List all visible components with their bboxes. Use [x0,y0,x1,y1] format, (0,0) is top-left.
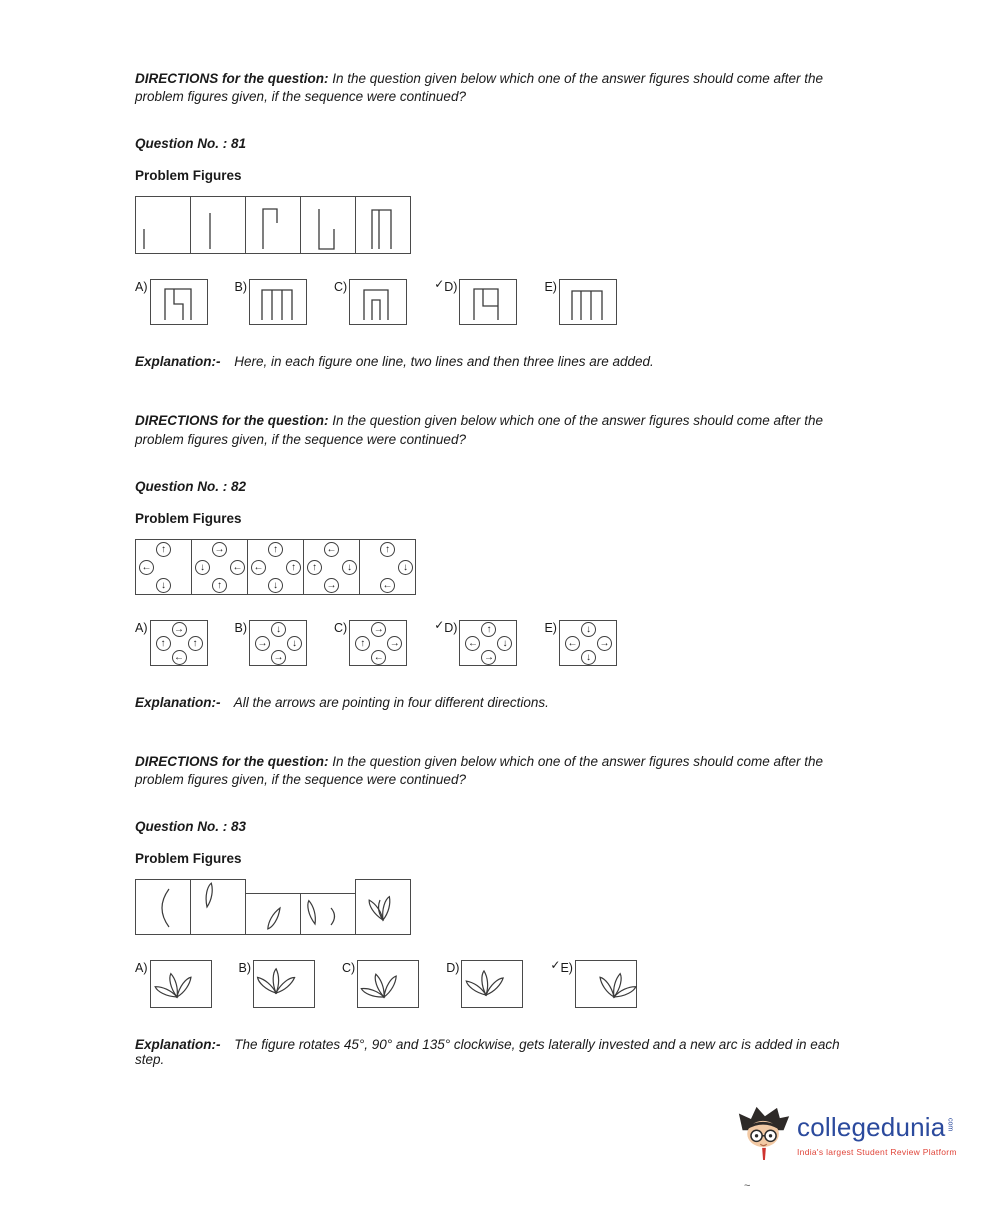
leaf-figure-icon [462,961,524,1009]
option-c [334,279,407,325]
problem-cell-5 [355,879,411,935]
option-figure-box [253,960,315,1008]
option-b [235,620,308,666]
option-figure-box [559,279,617,325]
collegedunia-logo [737,1102,967,1164]
option-label: A) [135,961,148,976]
option-figure-box [349,620,407,666]
circled-arrow-right-icon: → [271,650,286,665]
option-a [135,279,208,325]
problem-figures-label: Problem Figures [135,168,242,184]
option-figure-box [575,960,637,1008]
option-e [544,279,617,325]
circled-arrow-right-icon: → [387,636,402,651]
problem-cell-1 [135,539,192,595]
explanation-label: Explanation:- [135,354,221,370]
problem-cell-5 [355,196,411,254]
option-label: D) [444,280,458,295]
option-figure-box [150,960,212,1008]
problem-figures-strip [135,196,865,254]
circled-arrow-left-icon: ← [324,542,339,557]
directions-label: DIRECTIONS for the question: [135,753,329,769]
option-d [446,960,523,1008]
circled-arrow-left-icon: ← [172,650,187,665]
option-label: C) [342,961,356,976]
line-figure-icon [136,197,192,255]
problem-figures-strip [135,879,865,935]
option-label: E) [544,620,557,635]
option-figure-box [459,279,517,325]
line-figure-icon [460,280,518,326]
collegedunia-mascot-icon [737,1102,791,1164]
circled-arrow-right-icon: → [481,650,496,665]
option-label: D) [444,620,458,635]
option-figure-box [150,620,208,666]
option-label: B) [234,280,247,295]
line-figure-icon [301,197,357,255]
option-d-correct [434,279,517,325]
line-figure-icon [350,280,408,326]
leaf-figure-icon [301,894,357,936]
explanation-text: The figure rotates 45°, 90° and 135° clockwise, gets laterally invested and a new arc is added in each step. [135,1037,840,1068]
option-label: A) [135,620,148,635]
question-81-section [135,70,865,369]
circled-arrow-left-icon: ← [139,560,154,575]
circled-arrow-up-icon: ↑ [188,636,203,651]
problem-cell-3 [245,196,301,254]
directions-text: In the question given below which one of the answer figures should come after the problem figures given, if the sequence were continued? [135,753,824,788]
question-82-section [135,412,865,709]
directions-paragraph [135,70,865,106]
circled-arrow-right-icon: → [212,542,227,557]
circled-arrow-down-icon: ↓ [497,636,512,651]
circled-arrow-left-icon: ← [565,636,580,651]
circled-arrow-up-icon: ↑ [212,578,227,593]
brand-suffix: com [946,1118,954,1132]
circled-arrow-down-icon: ↓ [287,636,302,651]
circled-arrow-left-icon: ← [380,578,395,593]
circled-arrow-left-icon: ← [251,560,266,575]
line-figure-icon [356,197,412,255]
problem-figures-label: Problem Figures [135,851,242,867]
circled-arrow-down-icon: ↓ [342,560,357,575]
problem-figures-strip [135,539,865,595]
problem-cell-4 [303,539,360,595]
option-figure-box [349,279,407,325]
explanation-text: Here, in each figure one line, two lines and then three lines are added. [234,354,654,370]
circled-arrow-down-icon: ↓ [268,578,283,593]
option-figure-box [559,620,617,666]
circled-arrow-right-icon: → [597,636,612,651]
option-b [235,279,308,325]
directions-paragraph [135,412,865,448]
circled-arrow-right-icon: → [324,578,339,593]
problem-cell-2 [190,196,246,254]
circled-arrow-down-icon: ↓ [398,560,413,575]
option-figure-box [150,279,208,325]
option-figure-box [459,620,517,666]
directions-text: In the question given below which one of the answer figures should come after the problem figures given, if the sequence were continued? [135,413,824,447]
circled-arrow-up-icon: ↑ [481,622,496,637]
explanation-text: All the arrows are pointing in four different directions. [233,694,549,710]
line-figure-icon [191,197,247,255]
option-label: B) [234,620,247,635]
circled-arrow-up-icon: ↑ [156,542,171,557]
question-83-section [135,753,865,1067]
answer-options-row [135,279,865,325]
option-c [334,620,407,666]
answer-options-row [135,960,865,1008]
leaf-figure-icon [356,880,412,936]
option-label: C) [334,620,348,635]
problem-cell-2 [191,539,248,595]
answer-options-row [135,617,865,666]
option-e [544,620,617,666]
option-b [239,960,316,1008]
leaf-figure-icon [358,961,420,1009]
problem-cell-1 [135,196,191,254]
leaf-figure-icon [254,961,316,1009]
circled-arrow-left-icon: ← [465,636,480,651]
problem-cell-1 [135,879,191,935]
circled-arrow-right-icon: → [172,622,187,637]
option-label: E) [544,280,557,295]
option-figure-box [249,620,307,666]
option-e-correct [550,960,637,1008]
directions-paragraph [135,753,865,789]
explanation-paragraph [135,1037,865,1067]
directions-label: DIRECTIONS for the question: [135,71,329,86]
option-figure-box [357,960,419,1008]
option-figure-box [461,960,523,1008]
arc-figure-icon [136,880,192,936]
option-c [342,960,419,1008]
circled-arrow-up-icon: ↑ [380,542,395,557]
option-label: C) [334,280,348,295]
problem-cell-5 [359,539,416,595]
question-number: Question No. : 83 [135,819,247,835]
option-label: A) [135,280,148,295]
explanation-label: Explanation:- [135,694,221,710]
problem-cell-4 [300,893,356,935]
circled-arrow-up-icon: ↑ [355,636,370,651]
circled-arrow-up-icon: ↑ [268,542,283,557]
circled-arrow-down-icon: ↓ [156,578,171,593]
circled-arrow-up-icon: ↑ [156,636,171,651]
explanation-paragraph [135,354,865,369]
option-a [135,620,208,666]
circled-arrow-down-icon: ↓ [581,650,596,665]
question-number: Question No. : 82 [135,478,247,494]
explanation-paragraph [135,695,865,710]
problem-cell-4 [300,196,356,254]
circled-arrow-up-icon: ↑ [307,560,322,575]
option-label: E) [560,961,573,976]
circled-arrow-down-icon: ↓ [195,560,210,575]
line-figure-icon [151,280,209,326]
option-figure-box [249,279,307,325]
line-figure-icon [246,197,302,255]
circled-arrow-down-icon: ↓ [581,622,596,637]
directions-label: DIRECTIONS for the question: [135,413,329,429]
circled-arrow-down-icon: ↓ [271,622,286,637]
leaf-figure-icon [246,894,302,936]
question-number: Question No. : 81 [135,136,247,152]
circled-arrow-left-icon: ← [230,560,245,575]
directions-text: In the question given below which one of the answer figures should come after the problem figures given, if the sequence were continued? [135,71,824,105]
circled-arrow-left-icon: ← [371,650,386,665]
correct-check-icon: ✓ [550,958,561,973]
circled-arrow-right-icon: → [255,636,270,651]
leaf-figure-icon [191,880,247,936]
option-a [135,960,212,1008]
line-figure-icon [560,280,618,326]
brand-name: collegedunia [797,1112,946,1142]
line-figure-icon [250,280,308,326]
leaf-figure-icon [576,961,638,1009]
correct-check-icon: ✓ [434,277,445,292]
option-label: B) [238,961,251,976]
circled-arrow-up-icon: ↑ [286,560,301,575]
problem-cell-2 [190,879,246,935]
stray-mark: ~ [744,1180,751,1192]
brand-tagline: India's largest Student Review Platform [797,1147,957,1157]
problem-cell-3 [247,539,304,595]
option-label: D) [446,961,460,976]
problem-figures-label: Problem Figures [135,510,242,526]
option-d-correct [434,617,517,666]
leaf-figure-icon [151,961,213,1009]
circled-arrow-right-icon: → [371,622,386,637]
correct-check-icon: ✓ [434,617,445,632]
problem-cell-3 [245,893,301,935]
explanation-label: Explanation:- [135,1037,221,1053]
